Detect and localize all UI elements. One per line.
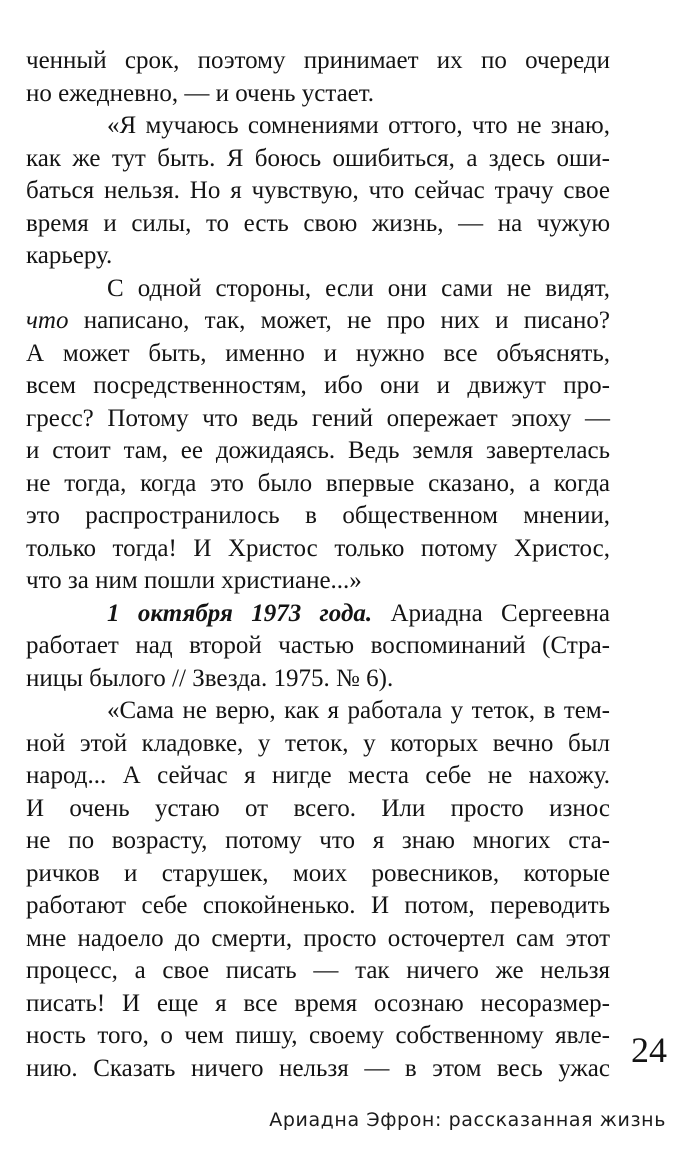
text-line: А может быть, именно и нужно все объяснять,: [26, 339, 610, 367]
text-line: ченный срок, поэтому принимает их по очереди: [26, 47, 610, 74]
text-line: это распространилось в общественном мнении,: [26, 502, 610, 529]
text-line: «Сама не верю, как я работала у теток, в тем-: [107, 697, 610, 724]
text-line: но ежедневно, — и очень устает.: [26, 79, 375, 107]
text-line: время и силы, то есть свою жизнь, — на чужую: [26, 209, 610, 237]
text-line: писать! И еще я все время осознаю несоразмер-: [26, 989, 610, 1017]
running-footer-title: Ариадна Эфрон: рассказанная жизнь: [269, 1109, 666, 1131]
text-line: ной этой кладовке, у теток, у которых вечно был: [26, 729, 610, 757]
text-line: С одной стороны, если они сами не видят,: [107, 274, 610, 302]
text-line: процесс, а свое писать — так ничего же нельзя: [26, 957, 610, 984]
page-number: 24: [631, 1030, 667, 1070]
text-line: не по возрасту, потому что я знаю многих ста-: [26, 827, 610, 854]
emphasized-word: что: [26, 307, 69, 334]
text-line: работает над второй частью воспоминаний (Стра-: [26, 632, 610, 659]
body-text: [26, 45, 610, 1085]
text-line: всем посредственностям, ибо они и движут про-: [26, 372, 610, 399]
text-line-rest: Ариадна Сергеевна: [372, 599, 611, 627]
text-line: не тогда, когда это было впервые сказано, а когда: [26, 469, 610, 497]
text-line: и стоит там, ее дожидаясь. Ведь земля завертелась: [26, 437, 610, 464]
text-line: ность того, о чем пишу, своему собственному явле-: [26, 1022, 610, 1049]
text-line: только тогда! И Христос только потому Христос,: [26, 534, 610, 562]
text-line: [26, 598, 610, 631]
text-line: как же тут быть. Я боюсь ошибиться, а здесь оши-: [26, 144, 610, 172]
text-line: «Я мучаюсь сомнениями оттого, что не знаю,: [107, 112, 610, 139]
text-line: баться нельзя. Но я чувствую, что сейчас трачу свое: [26, 177, 610, 204]
text-line: гресс? Потому что ведь гений опережает эпоху —: [26, 404, 610, 432]
text-line: ницы былого // Звезда. 1975. № 6).: [26, 664, 394, 692]
text-line: работают себе спокойненько. И потом, переводить: [26, 892, 610, 919]
text-line: мне надоело до смерти, просто осточертел сам этот: [26, 924, 610, 952]
text-line: нию. Сказать ничего нельзя — в этом весь ужас: [26, 1054, 610, 1082]
text-line: ричков и старушек, моих ровесников, которые: [26, 859, 610, 887]
text-line-rest: написано, так, может, не про них и писано?: [68, 307, 610, 334]
text-line: что за ним пошли христиане...»: [26, 567, 362, 594]
text-line: карьеру.: [26, 242, 113, 269]
text-line: народ... А сейчас я нигде места себе не нахожу.: [26, 762, 610, 789]
date-heading: 1 октября 1973 года.: [107, 599, 373, 627]
text-line: [26, 305, 610, 338]
text-line: И очень устаю от всего. Или просто износ: [26, 794, 610, 822]
